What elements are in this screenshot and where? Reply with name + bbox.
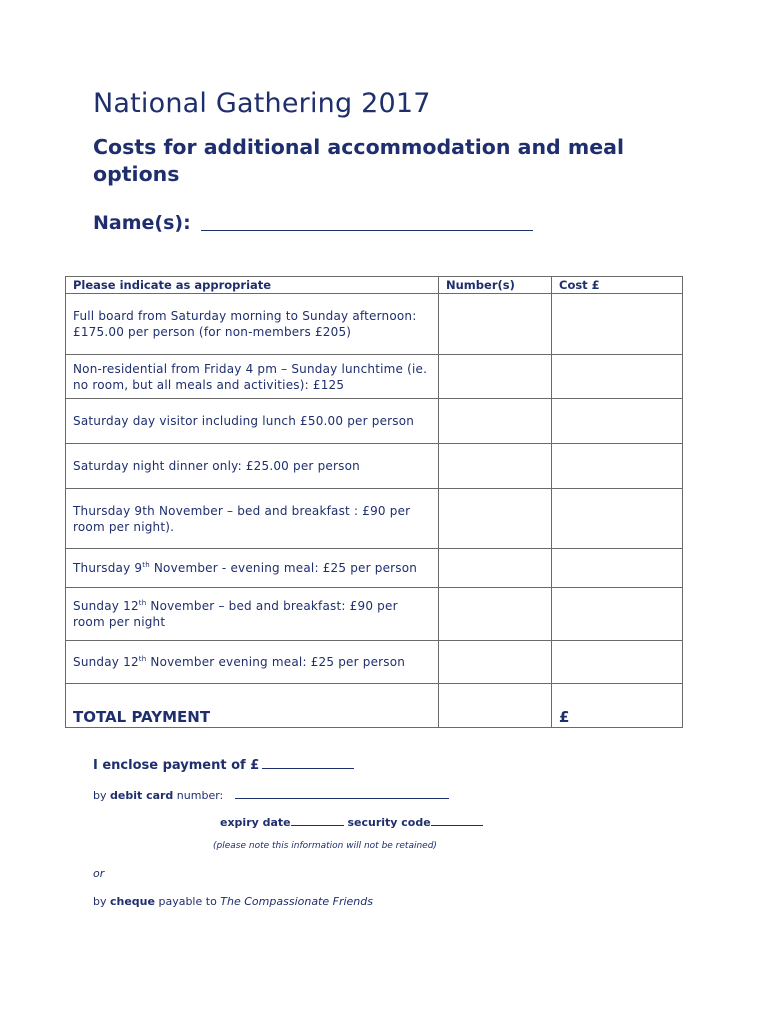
row-description: Sunday 12th November evening meal: £25 per person <box>66 641 439 684</box>
page-subtitle: Costs for additional accommodation and meal options <box>93 135 624 186</box>
total-number-cell[interactable] <box>439 684 552 728</box>
row-cost-cell[interactable] <box>552 444 683 489</box>
row-number-cell[interactable] <box>439 641 552 684</box>
table-row <box>66 641 683 684</box>
row-number-cell[interactable] <box>439 399 552 444</box>
enclose-label: I enclose payment of £ <box>93 758 260 773</box>
row-description: Thursday 9th November - evening meal: £25 per person <box>66 549 439 588</box>
table-row <box>66 489 683 549</box>
names-row <box>93 212 533 234</box>
page-title: National Gathering 2017 <box>93 88 431 119</box>
payee-name: The Compassionate Friends <box>220 895 373 908</box>
payment-amount-line[interactable] <box>262 756 354 769</box>
cheque-label: cheque <box>110 895 155 908</box>
table-row <box>66 294 683 355</box>
table-row <box>66 444 683 489</box>
header-description: Please indicate as appropriate <box>66 277 439 294</box>
row-cost-cell[interactable] <box>552 549 683 588</box>
cheque-row: by cheque payable to The Compassionate Friends <box>93 895 373 908</box>
security-line[interactable] <box>431 815 483 826</box>
row-cost-cell[interactable] <box>552 399 683 444</box>
row-description: Sunday 12th November – bed and breakfast: £90 per room per night <box>66 588 439 641</box>
table-row <box>66 549 683 588</box>
card-number-line[interactable] <box>235 788 449 799</box>
row-cost-cell[interactable] <box>552 641 683 684</box>
total-row <box>66 684 683 728</box>
row-cost-cell[interactable] <box>552 489 683 549</box>
table-row <box>66 588 683 641</box>
header-numbers: Number(s) <box>439 277 552 294</box>
costs-table <box>65 276 683 728</box>
table-row <box>66 399 683 444</box>
total-cost-cell[interactable]: £ <box>552 684 683 728</box>
debit-card-label: debit card <box>110 789 174 802</box>
expiry-security-row <box>220 815 483 829</box>
row-cost-cell[interactable] <box>552 588 683 641</box>
row-number-cell[interactable] <box>439 294 552 355</box>
row-description: Saturday night dinner only: £25.00 per person <box>66 444 439 489</box>
row-description: Saturday day visitor including lunch £50.00 per person <box>66 399 439 444</box>
row-number-cell[interactable] <box>439 355 552 399</box>
table-header-row <box>66 277 683 294</box>
header-cost: Cost £ <box>552 277 683 294</box>
row-number-cell[interactable] <box>439 489 552 549</box>
enclose-payment-row <box>93 756 354 773</box>
row-description: Thursday 9th November – bed and breakfast : £90 per room per night). <box>66 489 439 549</box>
row-number-cell[interactable] <box>439 549 552 588</box>
row-description: Non-residential from Friday 4 pm – Sunday lunchtime (ie. no room, but all meals and activities): £125 <box>66 355 439 399</box>
table-row <box>66 355 683 399</box>
expiry-line[interactable] <box>291 815 344 826</box>
names-label: Name(s): <box>93 212 191 234</box>
row-number-cell[interactable] <box>439 588 552 641</box>
retention-note: (please note this information will not be retained) <box>213 841 437 851</box>
or-label: or <box>93 867 105 880</box>
row-description: Full board from Saturday morning to Sunday afternoon: £175.00 per person (for non-members £205) <box>66 294 439 355</box>
row-cost-cell[interactable] <box>552 355 683 399</box>
row-number-cell[interactable] <box>439 444 552 489</box>
expiry-label: expiry date <box>220 816 291 829</box>
security-label: security code <box>343 816 431 829</box>
names-input-line[interactable] <box>201 212 533 231</box>
total-payment-label: TOTAL PAYMENT <box>66 684 439 728</box>
row-cost-cell[interactable] <box>552 294 683 355</box>
debit-card-row: by debit card number: <box>93 788 449 802</box>
